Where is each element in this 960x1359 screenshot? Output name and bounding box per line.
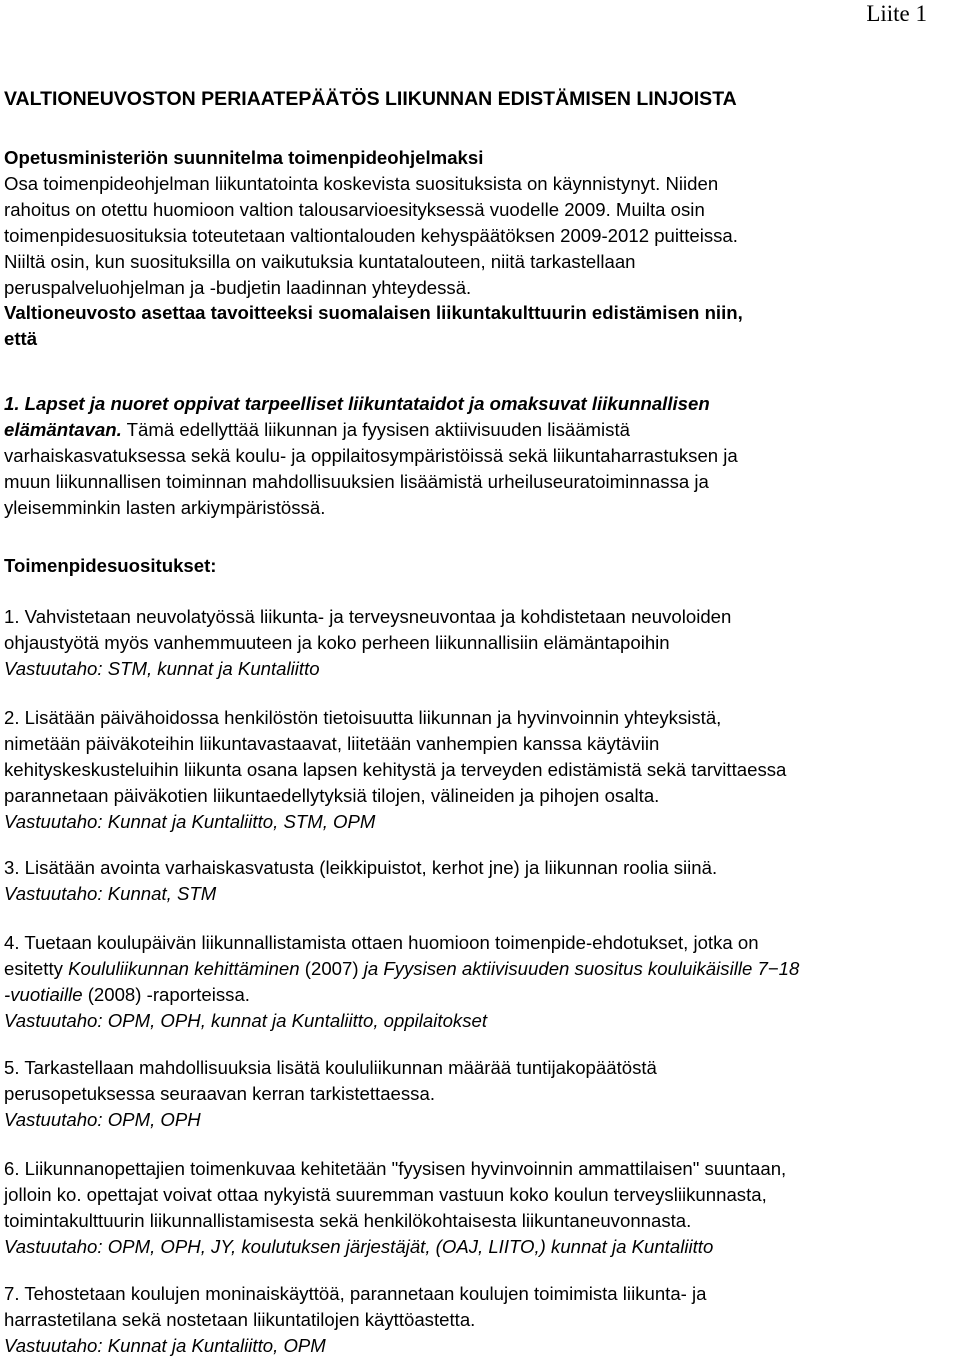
responsible-party: Vastuutaho: Kunnat ja Kuntaliitto, OPM [4, 1334, 326, 1356]
recommendation-text: parannetaan päiväkotien liikuntaedellytyksiä tilojen, välineiden ja pihojen osalta. [4, 784, 660, 806]
recommendation-text: ohjaustyötä myös vanhemmuuteen ja koko perheen liikunnallisiin elämäntapoihin [4, 631, 670, 653]
text-span: (2007) [299, 957, 364, 979]
recommendation-text [4, 982, 958, 1008]
recommendations-heading: Toimenpidesuositukset: [4, 555, 217, 576]
goal-statement-cont: että [4, 328, 38, 350]
recommendation-text: 7. Tehostetaan koulujen moninaiskäyttöä, parannetaan koulujen toimimista liikunta- ja [4, 1283, 707, 1304]
report-title: ja Fyysisen aktiivisuuden suositus kouluikäisille 7−18 [363, 957, 800, 979]
objective-line: varhaiskasvatuksessa sekä koulu- ja oppilaitosympäristöissä sekä liikuntaharrastuksen ja [4, 444, 738, 466]
responsible-party: Vastuutaho: OPM, OPH [4, 1108, 201, 1130]
recommendation-text: perusopetuksessa seuraavan kerran tarkistettaessa. [4, 1082, 435, 1104]
recommendation-text: 5. Tarkastellaan mahdollisuuksia lisätä koululiikunnan määrää tuntijakopäätöstä [4, 1057, 657, 1078]
recommendation-text: harrastetilana sekä nostetaan liikuntatilojen käyttöastetta. [4, 1308, 476, 1330]
recommendation-6 [4, 1156, 958, 1260]
recommendation-text: jolloin ko. opettajat voivat ottaa nykyistä suuremman vastuun koko koulun terveysliikunnasta, [4, 1183, 767, 1205]
text-span: esitetty [4, 957, 69, 979]
responsible-party: Vastuutaho: STM, kunnat ja Kuntaliitto [4, 657, 320, 679]
recommendation-text: kehityskeskusteluihin liikunta osana lapsen kehitystä ja terveyden edistämistä sekä tarvittaessa [4, 758, 787, 780]
recommendation-5 [4, 1055, 958, 1133]
objective-line: muun liikunnallisen toiminnan mahdollisuuksien lisäämistä urheiluseuratoiminnassa ja [4, 470, 709, 492]
recommendation-3 [4, 855, 958, 907]
intro-heading: Opetusministeriön suunnitelma toimenpideohjelmaksi [4, 147, 484, 168]
recommendation-text: nimetään päiväkoteihin liikuntavastaavat, liitetään vanhempien kanssa käytäviin [4, 732, 660, 754]
responsible-party: Vastuutaho: OPM, OPH, JY, koulutuksen järjestäjät, (OAJ, LIITO,) kunnat ja Kuntaliitto [4, 1235, 714, 1257]
goal-statement: Valtioneuvosto asettaa tavoitteeksi suomalaisen liikuntakulttuurin edistämisen niin, [4, 302, 743, 324]
recommendation-text: 1. Vahvistetaan neuvolatyössä liikunta- ja terveysneuvontaa ja kohdistetaan neuvoloiden [4, 606, 732, 627]
responsible-party: Vastuutaho: Kunnat, STM [4, 882, 217, 904]
recommendation-text: 6. Liikunnanopettajien toimenkuvaa kehitetään "fyysisen hyvinvoinnin ammattilaisen" suuntaan, [4, 1158, 787, 1179]
objective-line: yleisemminkin lasten arkiympäristössä. [4, 496, 326, 518]
text-span: (2008) -raporteissa. [82, 983, 250, 1005]
recommendation-text: 4. Tuetaan koulupäivän liikunnallistamista ottaen huomioon toimenpide-ehdotukset, jotka on [4, 932, 759, 953]
intro-line: rahoitus on otettu huomioon valtion talousarvioesityksessä vuodelle 2009. Muilta osin [4, 198, 705, 220]
objective-text: Tämä edellyttää liikunnan ja fyysisen aktiivisuuden lisäämistä [121, 418, 630, 440]
report-title: Koululiikunnan kehittäminen [68, 957, 300, 979]
intro-line: Osa toimenpideohjelman liikuntatointa koskevista suosituksista on käynnistynyt. Niiden [4, 172, 719, 194]
recommendation-4 [4, 930, 958, 1034]
recommendation-2 [4, 705, 958, 835]
intro-line: peruspalveluohjelman ja -budjetin laadinnan yhteydessä. [4, 276, 472, 298]
recommendation-text: 3. Lisätään avointa varhaiskasvatusta (leikkipuistot, kerhot jne) ja liikunnan roolia siinä. [4, 857, 718, 878]
report-title: -vuotiaille [4, 983, 83, 1005]
objective-section [4, 391, 958, 521]
responsible-party: Vastuutaho: Kunnat ja Kuntaliitto, STM, OPM [4, 810, 376, 832]
intro-line: toimenpidesuosituksia toteutetaan valtiontalouden kehyspäätöksen 2009-2012 puitteissa. [4, 224, 738, 246]
objective-heading: 1. Lapset ja nuoret oppivat tarpeelliset liikuntataidot ja omaksuvat liikunnallisen [4, 393, 710, 414]
recommendation-text: 2. Lisätään päivähoidossa henkilöstön tietoisuutta liikunnan ja hyvinvoinnin yhteyksistä, [4, 707, 722, 728]
recommendation-7 [4, 1281, 958, 1359]
recommendation-1 [4, 604, 958, 682]
intro-section [4, 145, 958, 352]
responsible-party: Vastuutaho: OPM, OPH, kunnat ja Kuntaliitto, oppilaitokset [4, 1009, 488, 1031]
document-title: VALTIONEUVOSTON PERIAATEPÄÄTÖS LIIKUNNAN EDISTÄMISEN LINJOISTA [4, 88, 737, 110]
intro-line: Niiltä osin, kun suosituksilla on vaikutuksia kuntatalouteen, niitä tarkastellaan [4, 250, 636, 272]
attachment-label: Liite 1 [866, 1, 927, 26]
objective-line [4, 417, 958, 443]
recommendation-text: toimintakulttuurin liikunnallistamisesta sekä henkilökohtaisesta liikuntaneuvonnasta. [4, 1209, 692, 1231]
recommendation-text [4, 956, 958, 982]
objective-heading-end: elämäntavan. [4, 418, 122, 440]
